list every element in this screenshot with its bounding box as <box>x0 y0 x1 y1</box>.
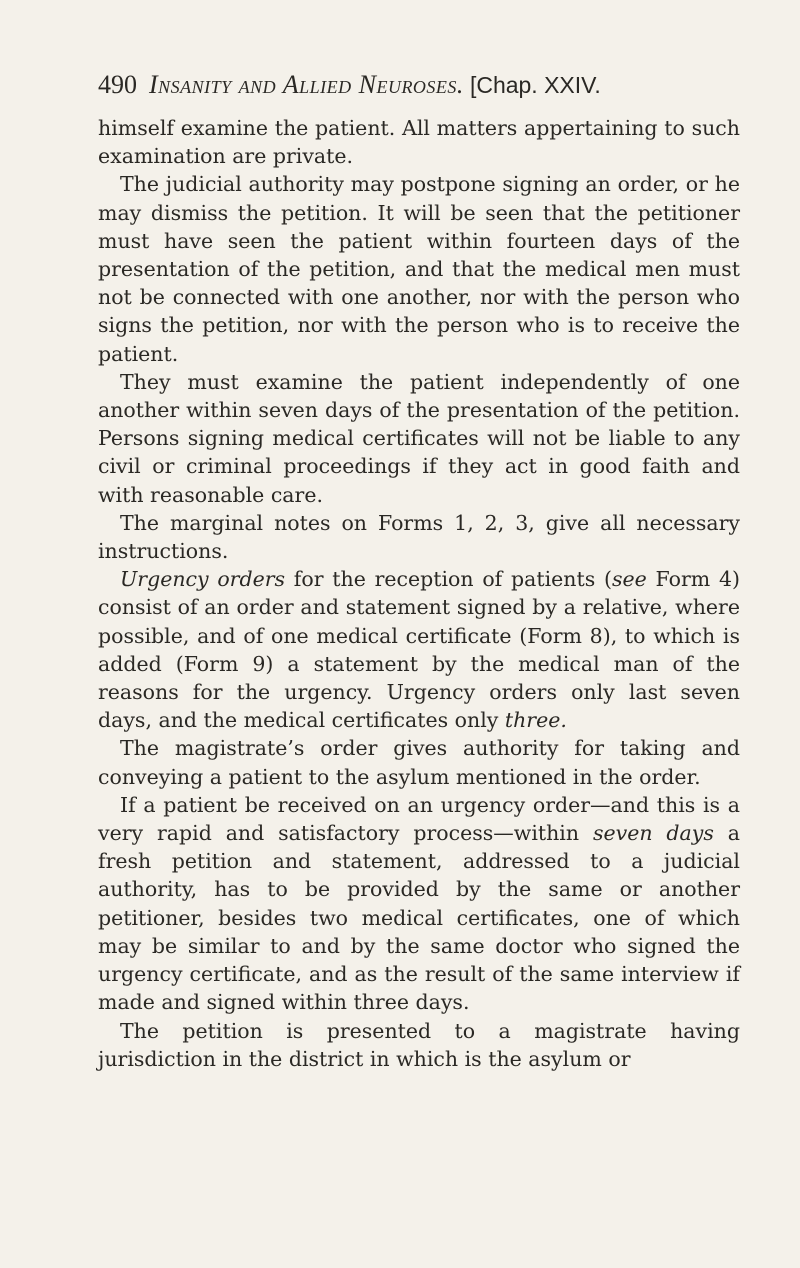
paragraph-8: The petition is presented to a magistrate having jurisdiction in the district in which is the asylum or <box>98 1018 740 1071</box>
three-emphasis: three. <box>504 708 567 733</box>
chapter-reference: [Chap. XXIV. <box>469 72 601 98</box>
seven-days-emphasis: seven days <box>592 821 714 846</box>
paragraph-3: They must examine the patient independently of one another within seven days of the presentation of the petition. Persons signing medical certificates will not be liable to any civil or criminal proceedings if they act in good faith and with reasonable care. <box>98 369 740 507</box>
urgency-orders-term: Urgency orders <box>120 567 286 592</box>
paragraph-4: The marginal notes on Forms 1, 2, 3, give all necessary instructions. <box>98 510 740 564</box>
paragraph-6: The magistrate’s order gives authority for taking and conveying a patient to the asylum mentioned in the order. <box>98 736 740 789</box>
running-head <box>98 70 740 110</box>
see-reference: see <box>611 567 647 592</box>
paragraph-1: himself examine the patient. All matters appertaining to such examination are private. <box>98 116 740 169</box>
body-text <box>98 114 740 1073</box>
paragraph-2: The judicial authority may postpone signing an order, or he may dismiss the petition. It will be seen that the petitioner must have seen the patient within fourteen days of the presentation of the petition, and that the medical men must not be connected with one another, nor with the person who signs the petition, nor with the person who is to receive the patient. <box>98 172 740 366</box>
paragraph-7: If a patient be received on an urgency order—and this is a very rapid and satisfactory process—within seven days a fresh petition and statement, addressed to a judicial authority, has to be provided by the same or another petitioner, besides two medical certificates, one of which may be similar to and by the same doctor who signed the urgency certificate, and as the result of the same interview if made and signed within three days. <box>98 792 741 1015</box>
page-number: 490 <box>98 70 137 99</box>
paragraph-5: Urgency orders for the reception of patients (see Form 4) consist of an order and statement signed by a relative, where possible, and of one medical certificate (Form 8), to which is added (Form 9) a statement by the medical man of the reasons for the urgency. Urgency orders only last seven days, and the medical certificates only three. <box>98 567 740 733</box>
book-title: Insanity and Allied Neuroses. <box>149 70 464 99</box>
